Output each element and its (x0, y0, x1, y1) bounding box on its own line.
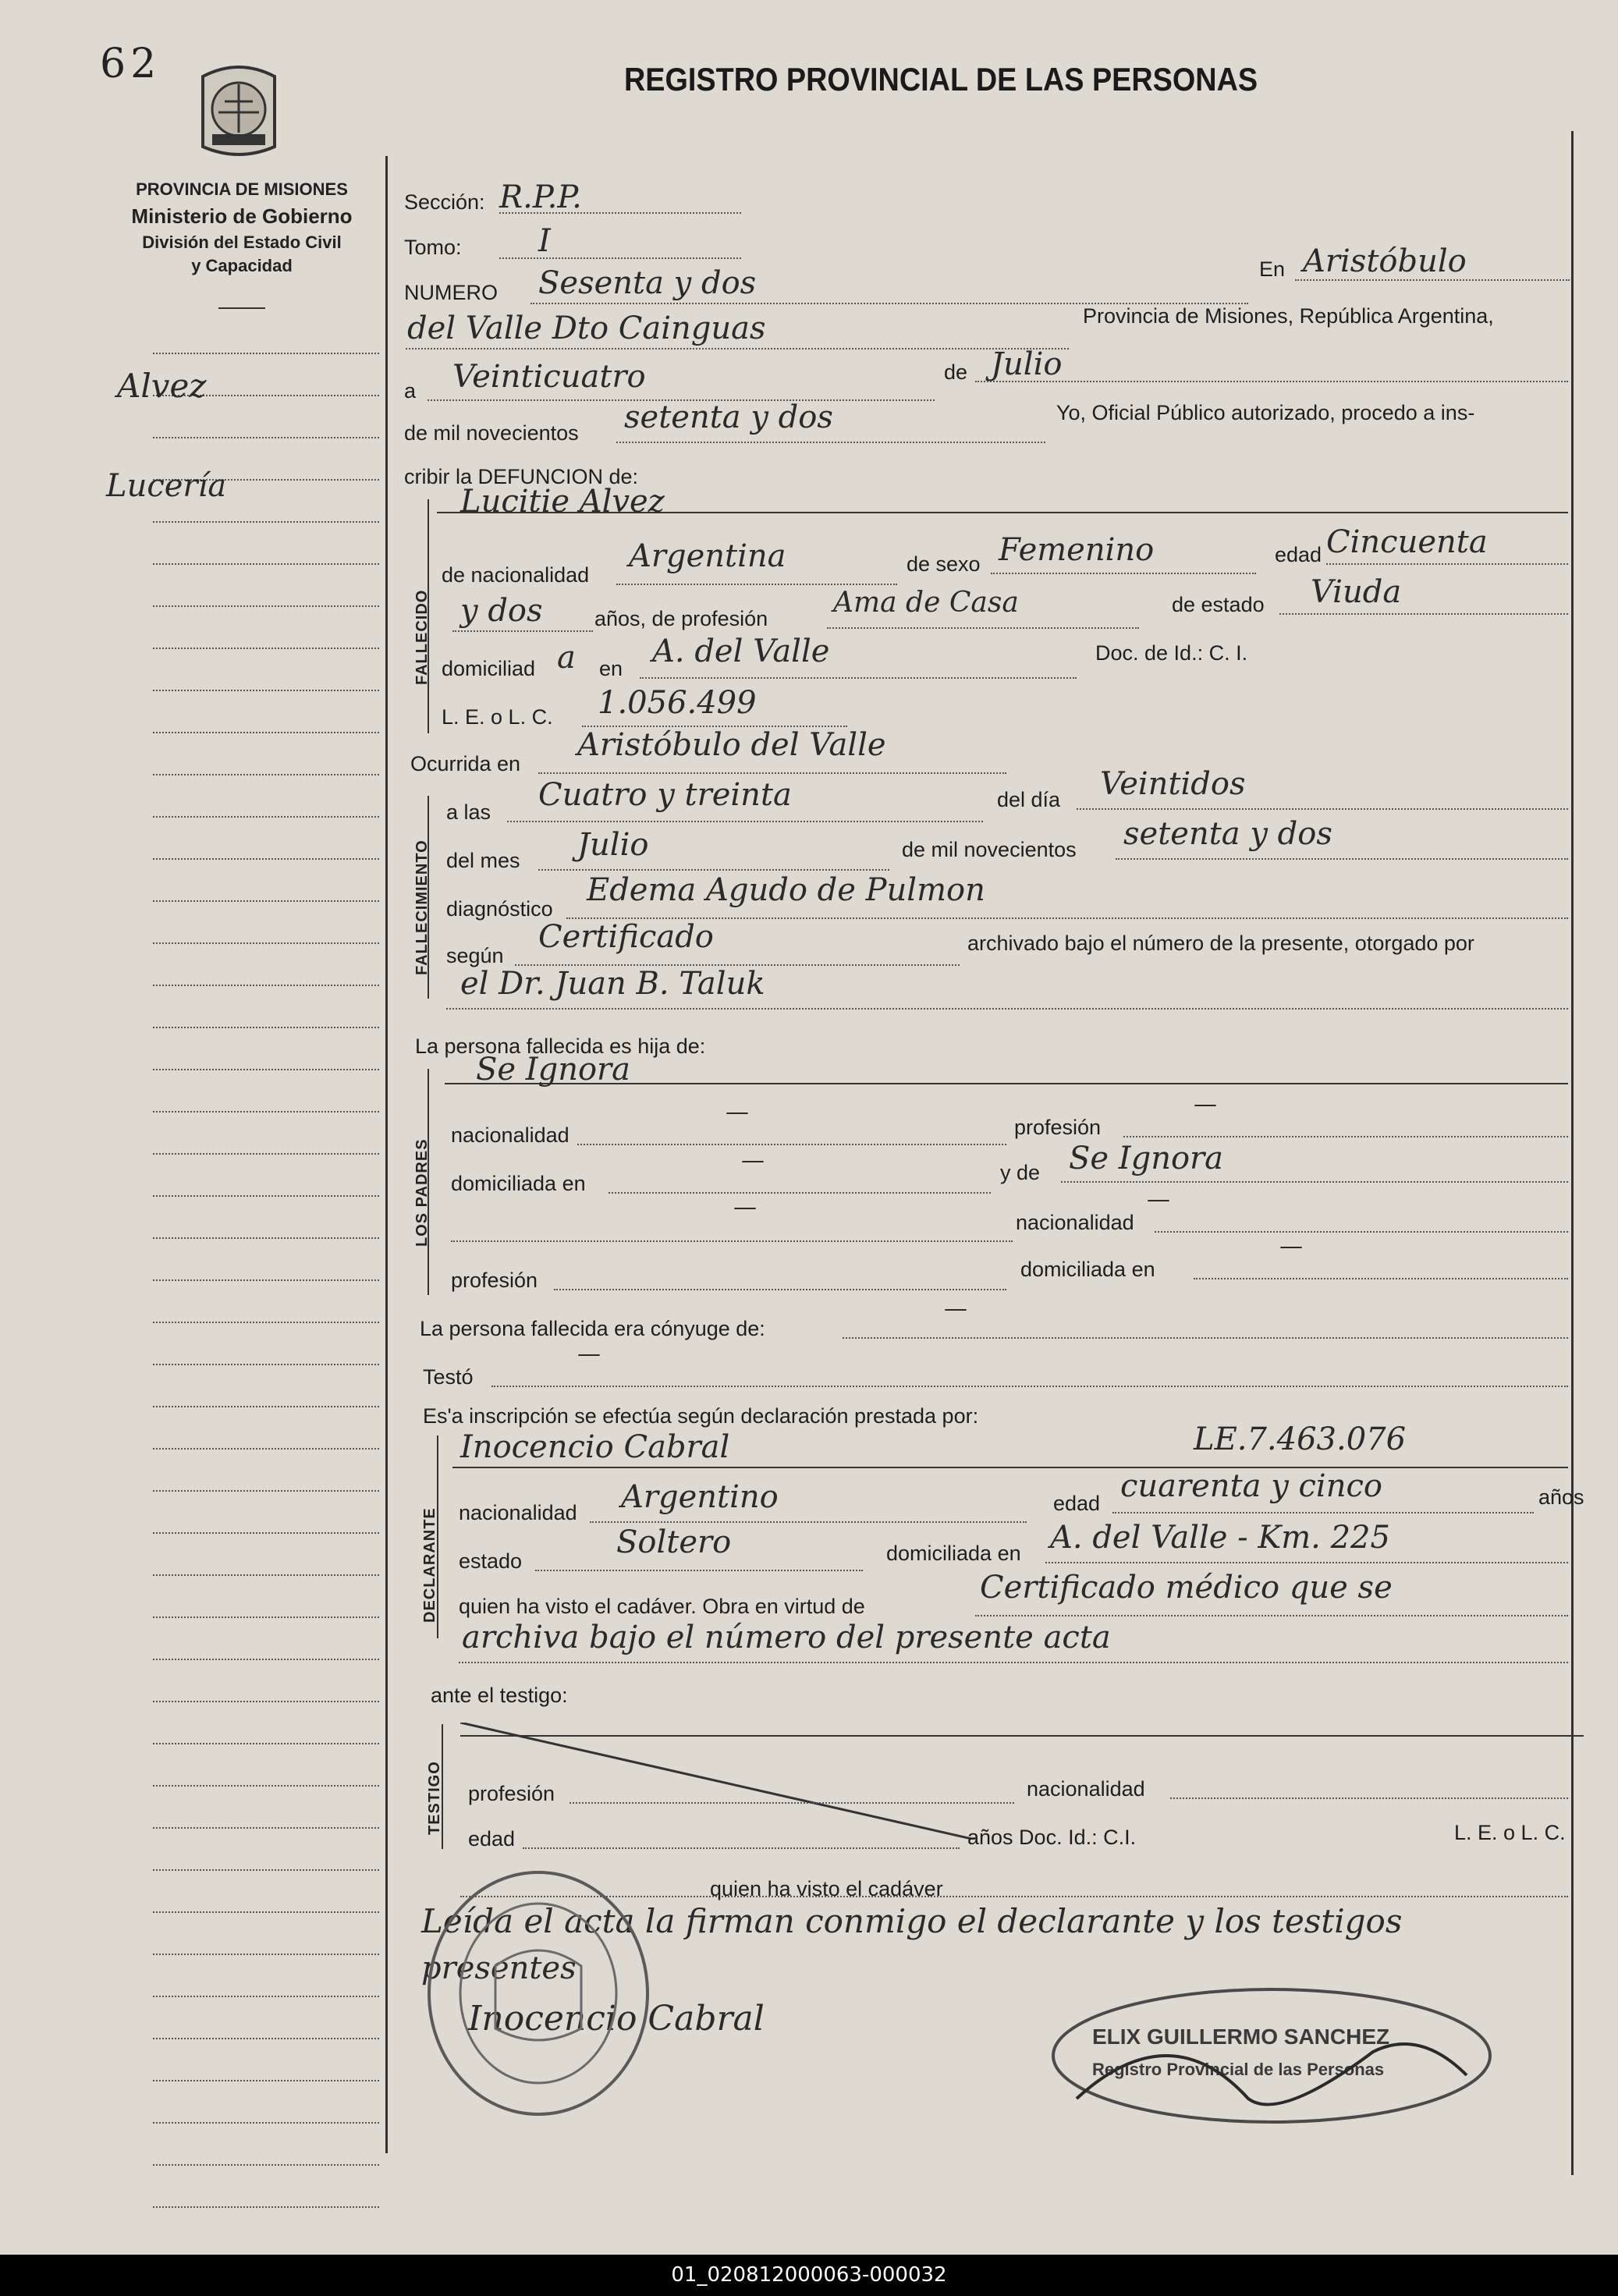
decl-nacionalidad-value: Argentino (621, 1479, 779, 1515)
margin-ruled-line (153, 690, 379, 691)
testo-label: Testó (423, 1365, 474, 1389)
page-number: 62 (100, 41, 161, 87)
estado-value: Viuda (1311, 574, 1402, 610)
padre-profesion-label: profesión (1014, 1116, 1102, 1139)
tomo-value-text: I (538, 223, 551, 259)
margin-ruled-line (153, 1111, 379, 1113)
decl-nacionalidad-line (590, 1521, 1027, 1523)
edad-line (1326, 563, 1568, 565)
margin-ruled-line (153, 1785, 379, 1787)
medico-value: el Dr. Juan B. Taluk (460, 966, 765, 1002)
margin-ruled-line (153, 1869, 379, 1871)
margin-ruled-line (153, 900, 379, 902)
fallecimiento-side-label: FALLECIMIENTO (413, 839, 431, 975)
madre-value: Se Ignora (1069, 1141, 1224, 1176)
margin-ruled-line (153, 353, 379, 354)
anos-profesion-label: años, de profesión (594, 607, 768, 630)
testigo-strike-line (460, 1723, 975, 1840)
segun-label: según (446, 944, 504, 967)
padre-nacionalidad-label: nacionalidad (451, 1123, 569, 1147)
diagnostico-label: diagnóstico (446, 897, 553, 921)
testigo-side-label: TESTIGO (426, 1761, 443, 1835)
margin-ruled-line (153, 1237, 379, 1239)
madre-profesion-label: profesión (451, 1269, 538, 1292)
ocurrida-label: Ocurrida en (410, 752, 521, 775)
a-las-label: a las (446, 800, 491, 824)
margin-ruled-line (153, 648, 379, 649)
margin-ruled-line (153, 1827, 379, 1829)
de-mil2-label: de mil novecientos (902, 838, 1077, 861)
madre-nacionalidad-line (1155, 1231, 1568, 1233)
decl-archiva-value: archiva bajo el número del presente acta (462, 1620, 1111, 1655)
footer-caption: 01_020812000063-000032 (0, 2255, 1618, 2296)
testo-line (491, 1386, 1568, 1387)
margin-ruled-line (153, 985, 379, 986)
mes-line (975, 381, 1568, 382)
hora-value: Cuatro y treinta (538, 777, 792, 813)
sexo-line (991, 573, 1256, 574)
de-label: de (944, 360, 968, 384)
diagnostico-value: Edema Agudo de Pulmon (587, 872, 985, 908)
margin-ruled-line (153, 2206, 379, 2208)
conyuge-value: — (944, 1295, 967, 1322)
official-stamp-icon (1045, 1982, 1498, 2130)
testigo-edad-line (523, 1847, 960, 1849)
yo-label: Yo, Oficial Público autorizado, procedo a ins- (1056, 401, 1475, 424)
testigo-le-label: L. E. o L. C. (1454, 1821, 1566, 1844)
medico-line (446, 1008, 1568, 1010)
capacity-heading: y Capacidad (191, 256, 293, 275)
testigo-nacionalidad-label: nacionalidad (1027, 1777, 1145, 1801)
padre-value: Se Ignora (476, 1052, 631, 1088)
province-heading: PROVINCIA DE MISIONES (136, 179, 348, 199)
testo-value: — (577, 1340, 601, 1368)
a-label: a (404, 379, 417, 403)
anio-line (616, 442, 1045, 443)
le-lc-label: L. E. o L. C. (442, 705, 553, 729)
madre-domiciliada-line (1194, 1278, 1568, 1279)
testigo-profesion-line (569, 1802, 1014, 1804)
decl-edad-line (1112, 1512, 1534, 1514)
domicilio-value: A. del Valle (652, 633, 830, 669)
decl-domiciliada-label: domiciliada en (886, 1542, 1021, 1565)
domicilio-line (640, 677, 1077, 679)
padre-profesion-line (1123, 1136, 1568, 1137)
padres-side-label: LOS PADRES (413, 1138, 431, 1247)
fallecido-name: Lucitie Alvez (460, 484, 665, 520)
decl-anos-label: años (1538, 1485, 1584, 1509)
margin-ruled-line (153, 437, 379, 438)
margin-surname: Alvez (117, 367, 207, 405)
decl-certificado-value: Certificado médico que se (980, 1570, 1393, 1606)
hija-de-label: La persona fallecida es hija de: (415, 1034, 706, 1058)
padre-nacionalidad-line (577, 1144, 1006, 1145)
padre-domiciliada-line (609, 1192, 991, 1194)
margin-ruled-line (153, 1069, 379, 1070)
margin-ruled-line (153, 605, 379, 607)
stamp-officer-name: ELIX GUILLERMO SANCHEZ (1092, 2025, 1390, 2049)
round-seal-icon (421, 1865, 655, 2122)
margin-ruled-line (153, 816, 379, 818)
stamp-registry-text: Registro Provincial de las Personas (1092, 2060, 1385, 2079)
decl-certificado-line (975, 1615, 1568, 1616)
dia-muerte-value: Veintidos (1100, 766, 1246, 802)
padre-domiciliada-value: — (741, 1147, 765, 1174)
profesion-value: Ama de Casa (833, 587, 1019, 619)
margin-ruled-line (153, 1616, 379, 1618)
conyuge-label: La persona fallecida era cónyuge de: (420, 1317, 765, 1340)
domiciliad-label: domiciliad (442, 657, 536, 680)
le-value: 1.056.499 (598, 685, 757, 721)
madre-domiciliada-label: domiciliada en (1020, 1258, 1155, 1281)
decl-estado-label: estado (459, 1549, 523, 1573)
testigo-visto-label: quien ha visto el cadáver (710, 1877, 943, 1900)
nacionalidad-label: de nacionalidad (442, 563, 590, 587)
edad-value: Cincuenta (1326, 524, 1488, 560)
closing-line-1: Leída el acta la firman conmigo el declarante y los testigos (421, 1902, 1403, 1940)
segun-value: Certificado (538, 919, 714, 955)
registry-title: REGISTRO PROVINCIAL DE LAS PERSONAS (624, 61, 1258, 98)
margin-ruled-line (153, 2122, 379, 2124)
provincial-crest-icon (187, 61, 290, 164)
margin-ruled-line (153, 1322, 379, 1323)
lugar-value: del Valle Dto Cainguas (407, 311, 766, 346)
testigo-profesion-label: profesión (468, 1782, 555, 1805)
closing-line-2: presentes (421, 1950, 577, 1986)
margin-ruled-line (153, 1279, 379, 1281)
domicilio-en-label: en (599, 657, 623, 680)
estado-label: de estado (1172, 593, 1265, 616)
margin-ruled-line (153, 1996, 379, 1997)
margin-ruled-line (153, 1701, 379, 1702)
madre-extra-line (451, 1240, 1013, 1242)
testigo-edad-label: edad (468, 1827, 516, 1851)
margin-ruled-line (153, 1659, 379, 1660)
mes-muerte-value: Julio (577, 827, 649, 863)
margin-ruled-line (153, 1195, 379, 1197)
signature-declarante: Inocencio Cabral (468, 1999, 765, 2039)
margin-ruled-line (153, 1490, 379, 1492)
decl-edad-value: cuarenta y cinco (1120, 1468, 1382, 1504)
inscripcion-label: Es'a inscripción se efectúa según declaración prestada por: (423, 1404, 979, 1428)
edad2-line (452, 630, 593, 632)
hora-line (507, 821, 983, 822)
sexo-label: de sexo (907, 552, 981, 576)
en-line (1295, 279, 1570, 281)
edad-value-2: y dos (460, 593, 543, 629)
decl-estado-value: Soltero (616, 1524, 732, 1560)
doc-id-label: Doc. de Id.: C. I. (1095, 641, 1248, 665)
decl-nacionalidad-label: nacionalidad (459, 1501, 577, 1524)
margin-ruled-line (153, 521, 379, 523)
margin-ruled-line (153, 1574, 379, 1576)
margin-ruled-line (153, 1448, 379, 1450)
nacionalidad-line (616, 584, 897, 585)
provincia-label: Provincia de Misiones, República Argentina, (1083, 304, 1494, 328)
margin-ruled-line (153, 774, 379, 775)
margin-ruled-line (153, 563, 379, 565)
margin-ruled-line (153, 858, 379, 860)
testigo-anos-doc-label: años Doc. Id.: C.I. (967, 1826, 1137, 1849)
tomo-label: Tomo: (404, 236, 462, 259)
edad-label: edad (1275, 543, 1322, 566)
mes-value: Julio (991, 346, 1063, 382)
decl-estado-line (535, 1570, 863, 1571)
margin-ruled-line (153, 1027, 379, 1028)
madre-nacionalidad-label: nacionalidad (1016, 1211, 1134, 1234)
margin-ruled-line (153, 1153, 379, 1155)
seccion-label: Sección: (404, 190, 485, 214)
decl-visto-label: quien ha visto el cadáver. Obra en virtud de (459, 1595, 865, 1618)
ante-testigo-label: ante el testigo: (431, 1684, 568, 1707)
margin-ruled-line (153, 1743, 379, 1744)
del-mes-label: del mes (446, 849, 520, 872)
ministry-heading: Ministerio de Gobierno (131, 204, 353, 228)
padre-profesion-value: — (1194, 1091, 1217, 1118)
ocurrida-value: Aristóbulo del Valle (577, 727, 886, 763)
seccion-value: R.P.P. (499, 179, 582, 215)
tomo-line (499, 257, 741, 259)
decl-archiva-line (459, 1662, 1568, 1663)
mes-muerte-line (538, 869, 889, 871)
dia-value: Veinticuatro (452, 359, 646, 395)
testigo-nacionalidad-line (1170, 1797, 1568, 1799)
declarante-name: Inocencio Cabral (460, 1429, 730, 1465)
domiciliad-suffix: a (557, 640, 576, 676)
margin-ruled-line (153, 2164, 379, 2166)
madre-extra-value: — (733, 1194, 757, 1221)
madre-domiciliada-value: — (1279, 1233, 1303, 1260)
declarante-line (452, 1467, 1568, 1468)
ocurrida-line (538, 772, 1006, 774)
madre-profesion-line (554, 1289, 1006, 1290)
anio-muerte-value: setenta y dos (1123, 816, 1332, 852)
heading-divider (218, 307, 265, 309)
nacionalidad-value: Argentina (629, 538, 786, 574)
right-border (1571, 131, 1574, 2175)
madre-nacionalidad-value: — (1147, 1186, 1170, 1213)
numero-value: Sesenta y dos (538, 265, 757, 301)
margin-ruled-line (153, 1911, 379, 1913)
fallecido-side-label: FALLECIDO (413, 589, 431, 685)
division-heading: División del Estado Civil (142, 232, 342, 252)
padre-nacionalidad-value: — (726, 1098, 749, 1126)
en-label: En (1259, 257, 1286, 281)
diagnostico-line (566, 917, 1568, 919)
margin-ruled-line (153, 1954, 379, 1955)
profesion-line (827, 627, 1139, 629)
decl-edad-label: edad (1053, 1492, 1101, 1515)
margin-ruled-line (153, 2080, 379, 2081)
lugar-line (406, 348, 1069, 350)
decl-domiciliada-value: A. del Valle - Km. 225 (1050, 1520, 1390, 1556)
madre-line (1061, 1181, 1568, 1183)
en-value: Aristóbulo (1303, 243, 1467, 279)
margin-ruled-line (153, 732, 379, 733)
y-de-label: y de (1000, 1161, 1041, 1184)
anio-muerte-line (1116, 858, 1568, 860)
margin-ruled-line (153, 942, 379, 944)
del-dia-label: del día (997, 788, 1061, 811)
anio-value: setenta y dos (624, 399, 833, 435)
cribir-label: cribir la DEFUNCION de: (404, 465, 639, 488)
margin-ruled-line (153, 2038, 379, 2039)
numero-label: NUMERO (404, 281, 498, 304)
conyuge-line (843, 1337, 1568, 1339)
margin-ruled-line (153, 1364, 379, 1365)
margin-ruled-line (153, 1532, 379, 1534)
estado-line (1279, 613, 1568, 615)
declarante-doc: LE.7.463.076 (1194, 1421, 1407, 1457)
archivado-label: archivado bajo el número de la presente, otorgado por (967, 932, 1474, 955)
column-divider (385, 156, 388, 2153)
de-mil-label: de mil novecientos (404, 421, 579, 445)
margin-name: Lucería (106, 468, 227, 504)
padre-domiciliada-label: domiciliada en (451, 1172, 586, 1195)
sexo-value: Femenino (999, 532, 1155, 568)
decl-domiciliada-line (1045, 1562, 1568, 1563)
margin-ruled-line (153, 1406, 379, 1407)
declarante-side-label: DECLARANTE (421, 1507, 438, 1623)
dia-muerte-line (1077, 808, 1568, 810)
